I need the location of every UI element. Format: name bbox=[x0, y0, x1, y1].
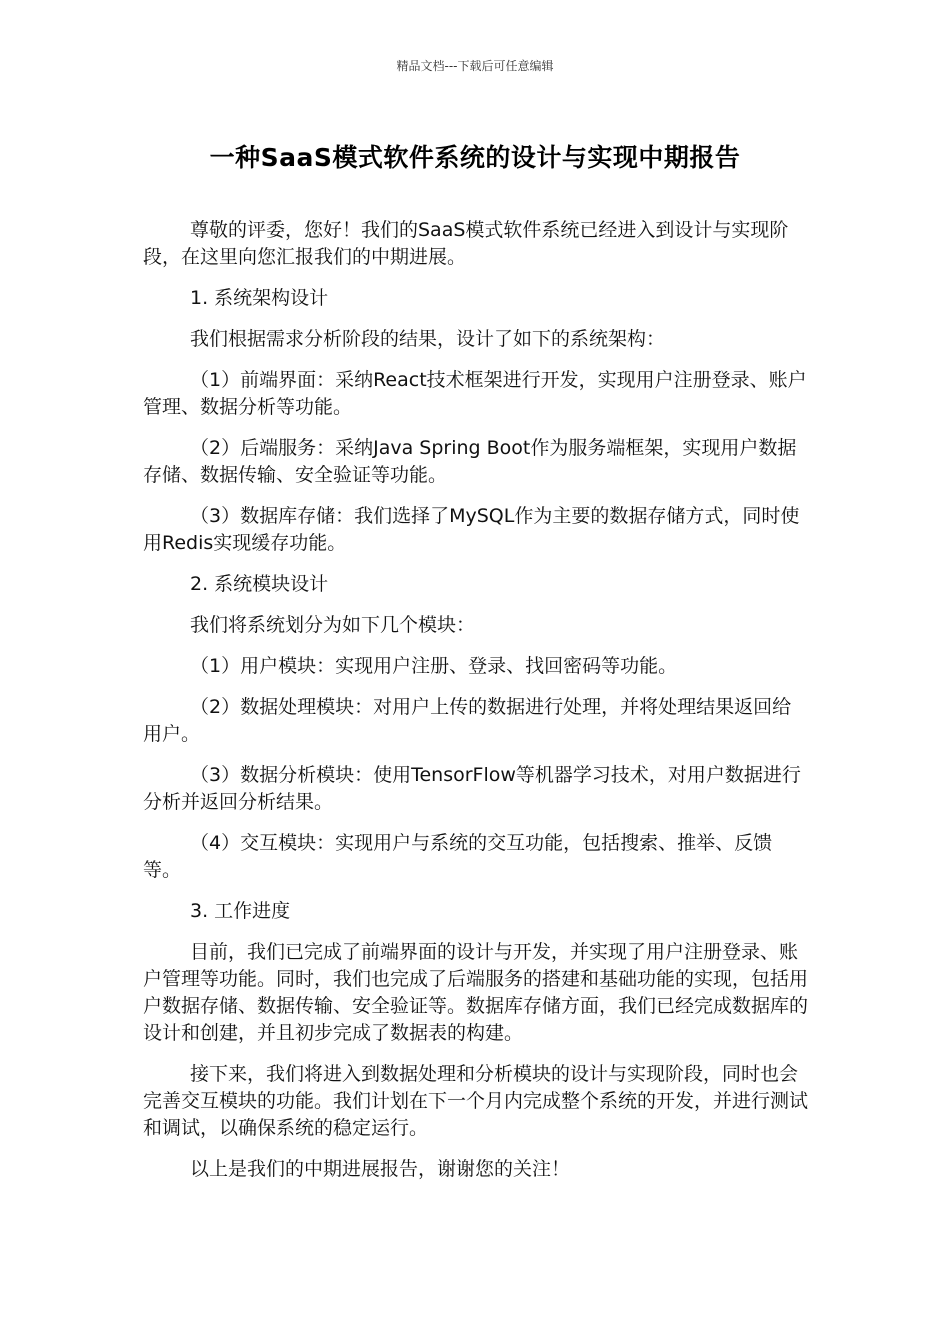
paragraph: 我们根据需求分析阶段的结果，设计了如下的系统架构： bbox=[190, 328, 666, 350]
list-item: （2）后端服务：采纳Java Spring Boot作为服务端框架，实现用户数据存储、数据传输、安全验证等功能。 bbox=[143, 437, 797, 486]
section-heading: 2. 系统模块设计 bbox=[190, 573, 329, 595]
list-item: （2）数据处理模块：对用户上传的数据进行处理，并将处理结果返回给用户。 bbox=[143, 696, 792, 745]
paragraph: 目前，我们已完成了前端界面的设计与开发，并实现了用户注册登录、账户管理等功能。同时，我们也完成了后端服务的搭建和基础功能的实现，包括用户数据存储、数据传输、安全验证等。数据库存储方面，我们已经完成数据库的设计和创建，并且初步完成了数据表的构建。 bbox=[143, 941, 809, 1044]
section-heading: 1. 系统架构设计 bbox=[190, 287, 329, 309]
closing-paragraph: 以上是我们的中期进展报告，谢谢您的关注！ bbox=[190, 1158, 571, 1180]
intro-paragraph: 尊敬的评委，您好！我们的SaaS模式软件系统已经进入到设计与实现阶段，在这里向您汇报我们的中期进展。 bbox=[143, 219, 789, 268]
list-item: （3）数据库存储：我们选择了MySQL作为主要的数据存储方式，同时使用Redis实现缓存功能。 bbox=[143, 505, 800, 554]
list-item: （1）前端界面：采纳React技术框架进行开发，实现用户注册登录、账户管理、数据分析等功能。 bbox=[143, 369, 807, 418]
list-item: （1）用户模块：实现用户注册、登录、找回密码等功能。 bbox=[190, 655, 678, 677]
paragraph: 我们将系统划分为如下几个模块： bbox=[190, 614, 476, 636]
page-header: 精品文档---下载后可任意编辑 bbox=[396, 59, 554, 73]
list-item: （4）交互模块：实现用户与系统的交互功能，包括搜索、推举、反馈等。 bbox=[143, 832, 773, 881]
document-body bbox=[143, 217, 808, 1183]
paragraph: 接下来，我们将进入到数据处理和分析模块的设计与实现阶段，同时也会完善交互模块的功能。我们计划在下一个月内完成整个系统的开发，并进行测试和调试，以确保系统的稳定运行。 bbox=[143, 1063, 809, 1139]
document-title: 一种SaaS模式软件系统的设计与实现中期报告 bbox=[209, 143, 741, 172]
section-heading: 3. 工作进度 bbox=[190, 900, 291, 922]
list-item: （3）数据分析模块：使用TensorFlow等机器学习技术，对用户数据进行分析并返回分析结果。 bbox=[143, 764, 801, 813]
